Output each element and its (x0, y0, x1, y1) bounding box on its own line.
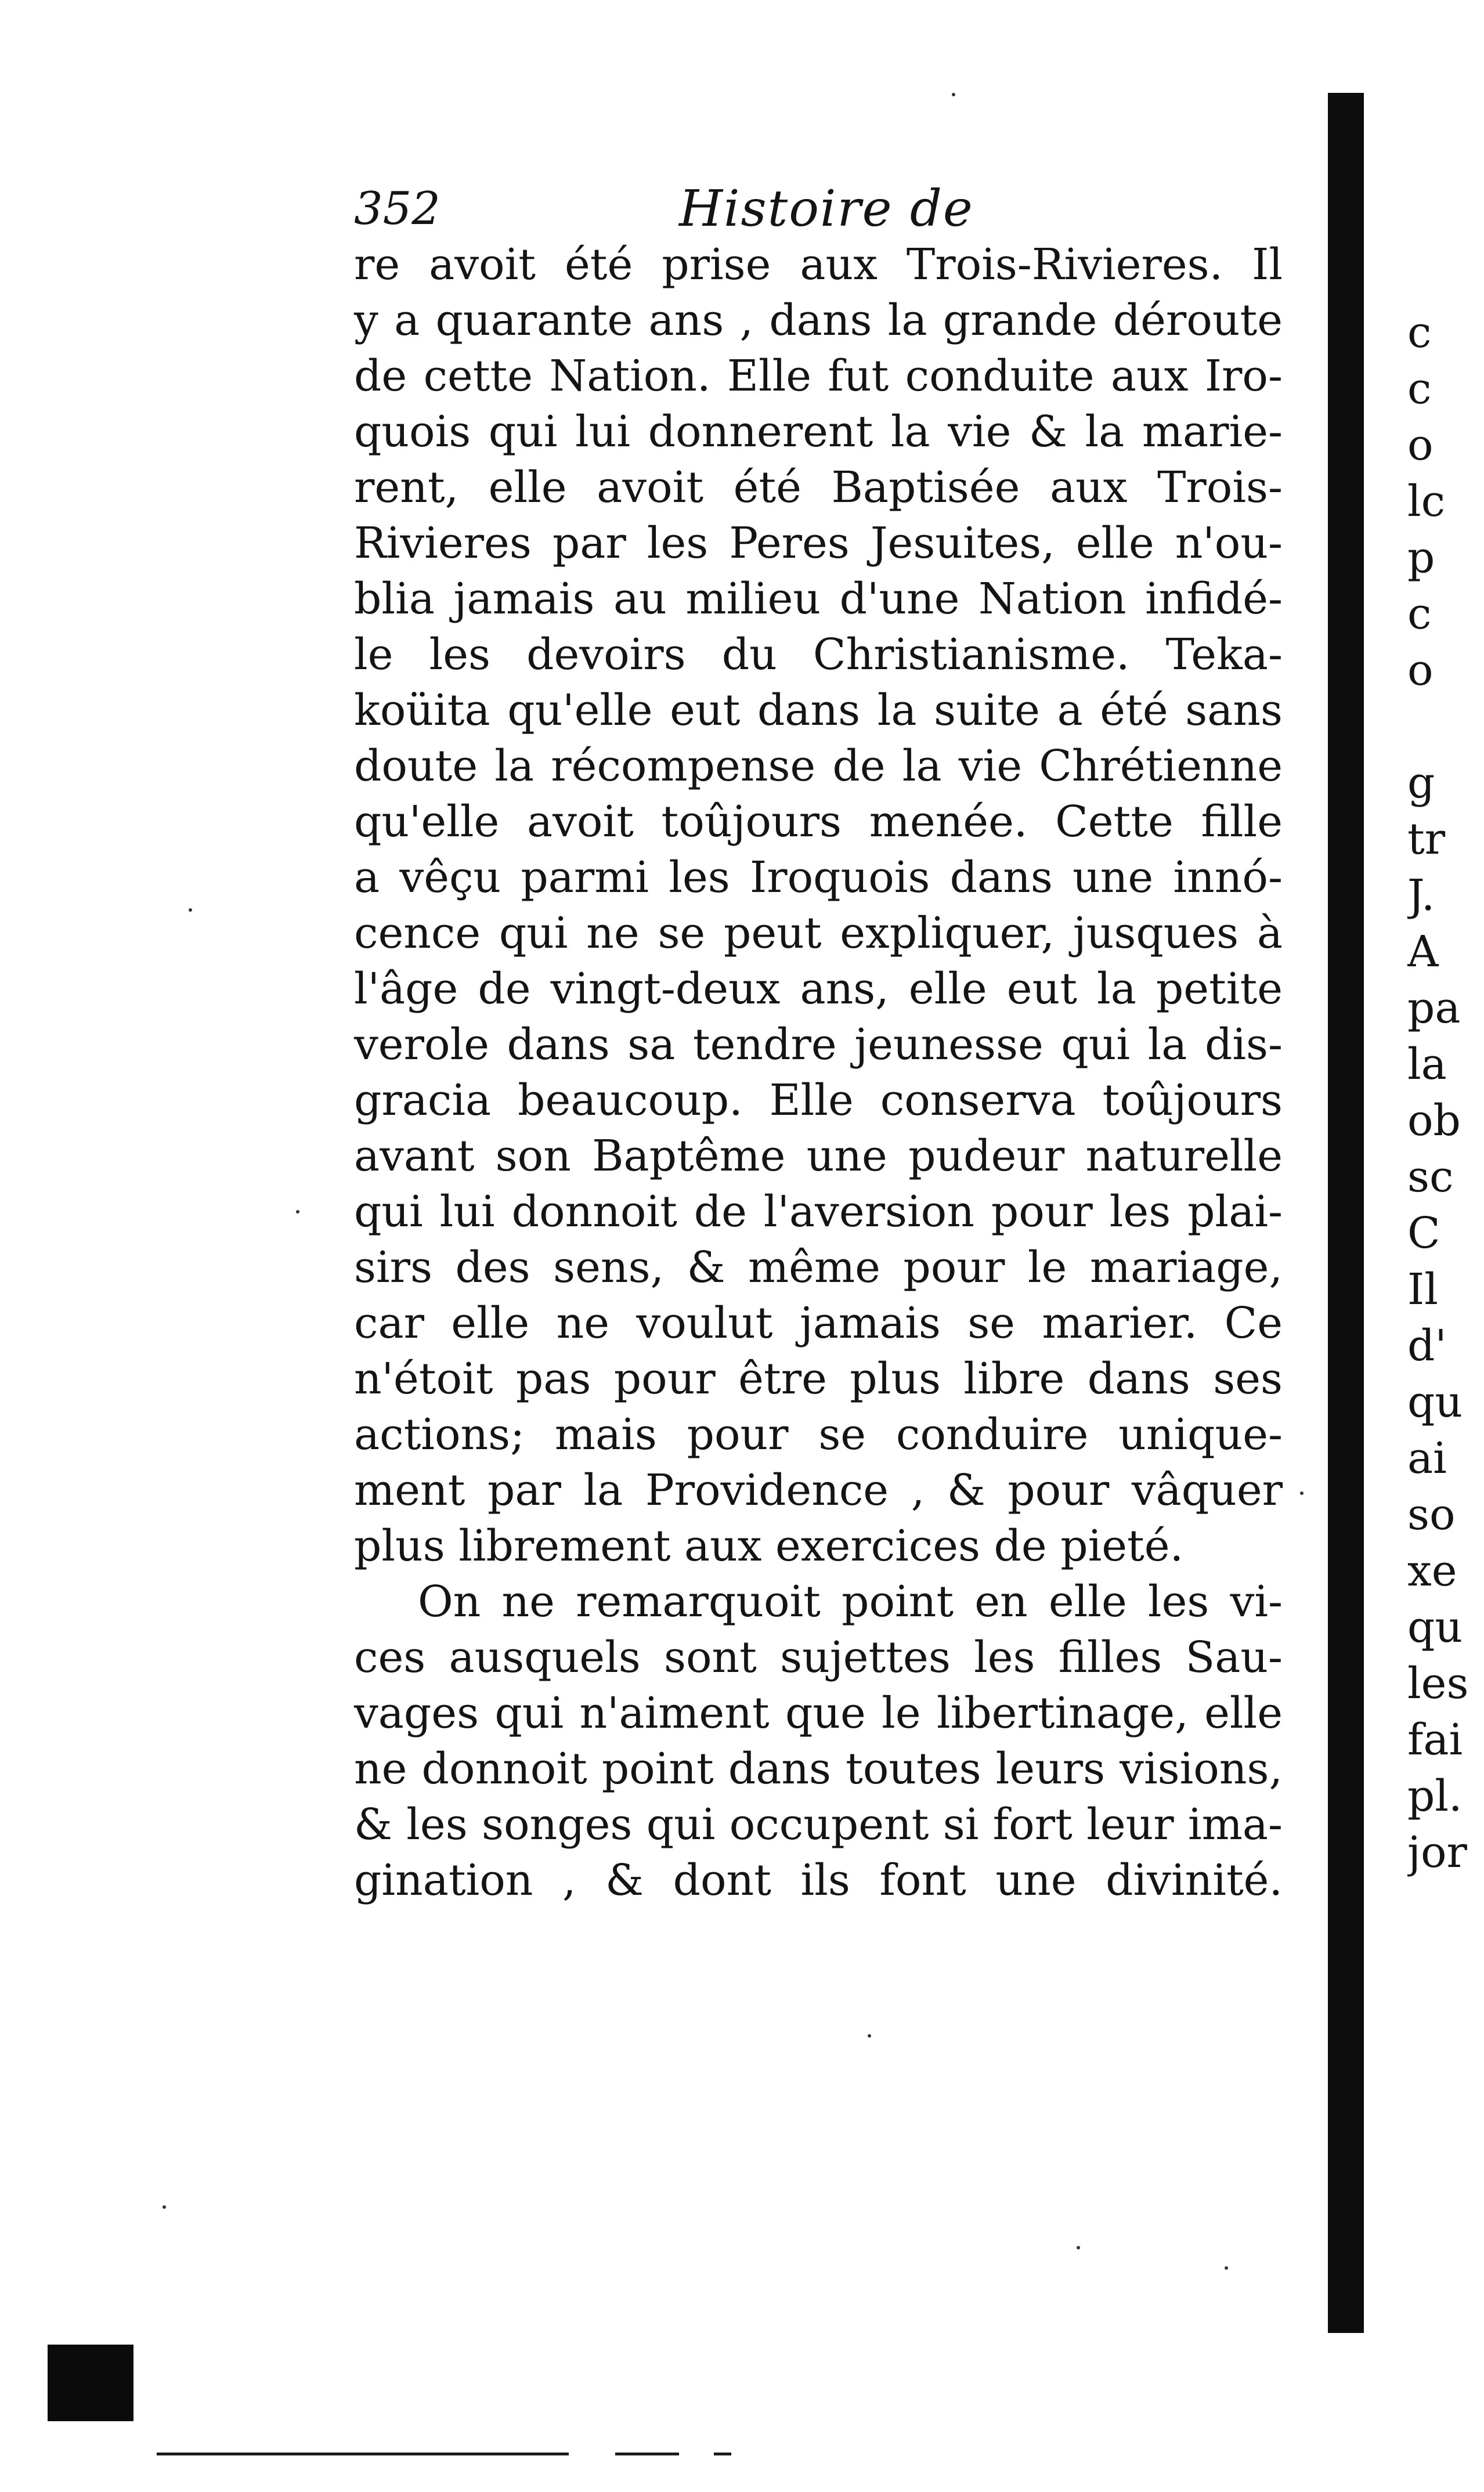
text-line: On ne remarquoit point en elle les vi- (418, 1577, 1283, 1627)
facing-fragment: ob (1407, 1096, 1461, 1146)
text-line: gracia beaucoup. Elle conserva toûjours (354, 1075, 1283, 1125)
facing-fragment: p (1407, 533, 1435, 583)
facing-fragment: pa (1407, 983, 1461, 1033)
body-text (354, 237, 1283, 1908)
facing-fragment: fai (1407, 1715, 1463, 1765)
text-line: l'âge de vingt-deux ans, elle eut la petite (354, 964, 1283, 1014)
page-number: 352 (354, 183, 440, 235)
facing-fragment: les (1407, 1659, 1469, 1709)
scan-bottom-rule (615, 2453, 679, 2455)
facing-fragment: o (1407, 645, 1434, 695)
text-line: koüita qu'elle eut dans la suite a été sans (354, 685, 1283, 735)
scan-speck (1300, 1491, 1304, 1495)
facing-fragment: o (1407, 420, 1434, 470)
facing-fragment: xe (1407, 1546, 1457, 1596)
facing-fragment: c (1407, 589, 1432, 639)
text-line: cence qui ne se peut expliquer, jusques à (354, 908, 1283, 958)
text-line: a vêçu parmi les Iroquois dans une innó- (354, 853, 1283, 902)
scan-speck (296, 1210, 299, 1214)
text-line: actions; mais pour se conduire unique- (354, 1410, 1283, 1460)
facing-fragment: c (1407, 308, 1432, 357)
facing-page-edge (1407, 305, 1484, 1881)
scan-bottom-rule (714, 2453, 731, 2455)
facing-fragment: g (1407, 758, 1435, 808)
text-line: ces ausquels sont sujettes les filles Sau- (354, 1633, 1283, 1682)
running-head (354, 177, 1254, 241)
facing-fragment: qu (1407, 1377, 1463, 1427)
scan-speck (163, 2205, 166, 2209)
text-line: ne donnoit point dans toutes leurs visions, (354, 1744, 1283, 1794)
text-line: ment par la Providence , & pour vâquer (354, 1465, 1283, 1515)
facing-fragment: A (1407, 927, 1439, 977)
text-line: verole dans sa tendre jeunesse qui la dis- (354, 1020, 1283, 1070)
scan-speck (189, 908, 192, 912)
text-line: Rivieres par les Peres Jesuites, elle n'ou- (354, 518, 1283, 568)
scan-speck (1225, 2266, 1228, 2270)
text-line: car elle ne voulut jamais se marier. Ce (354, 1298, 1283, 1348)
text-line: n'étoit pas pour être plus libre dans ses (354, 1354, 1283, 1404)
facing-fragment: Il (1407, 1265, 1438, 1314)
scan-speck (868, 2034, 871, 2038)
facing-fragment: qu (1407, 1602, 1463, 1652)
text-line: le les devoirs du Christianisme. Teka- (354, 630, 1283, 680)
facing-fragment: la (1407, 1039, 1447, 1089)
facing-fragment: c (1407, 364, 1432, 414)
facing-fragment: sc (1407, 1152, 1454, 1202)
facing-fragment: tr (1407, 814, 1446, 864)
scan-bottom-rule (157, 2453, 569, 2455)
facing-fragment: J. (1407, 871, 1435, 920)
text-line: qu'elle avoit toûjours menée. Cette fille (354, 797, 1283, 847)
facing-fragment: ai (1407, 1433, 1447, 1483)
text-line: de cette Nation. Elle fut conduite aux Iro- (354, 351, 1283, 401)
facing-fragment: C (1407, 1208, 1440, 1258)
text-line: rent, elle avoit été Baptisée aux Trois- (354, 463, 1283, 512)
text-line: quois qui lui donnerent la vie & la marie- (354, 407, 1283, 457)
text-line: & les songes qui occupent si fort leur ima- (354, 1800, 1283, 1850)
text-line: gination , & dont ils font une divinité. (354, 1855, 1283, 1905)
facing-fragment: so (1407, 1490, 1456, 1540)
scan-speck (952, 93, 955, 96)
text-line: vages qui n'aiment que le libertinage, elle (354, 1688, 1283, 1738)
text-line: y a quarante ans , dans la grande déroute (354, 295, 1283, 345)
gutter-shadow (1328, 93, 1364, 2333)
scan-speck (1077, 2246, 1080, 2249)
facing-fragment: lc (1407, 476, 1446, 526)
facing-fragment (1407, 699, 1484, 755)
text-line: qui lui donnoit de l'aversion pour les plai- (354, 1187, 1283, 1237)
facing-fragment: d' (1407, 1321, 1447, 1371)
scan-corner-mark (48, 2345, 133, 2421)
text-line: plus librement aux exercices de pieté. (354, 1521, 1184, 1571)
text-line: doute la récompense de la vie Chrétienne (354, 741, 1283, 791)
facing-fragment: jor (1407, 1828, 1467, 1877)
text-line: avant son Baptême une pudeur naturelle (354, 1131, 1283, 1181)
text-line: blia jamais au milieu d'une Nation infidé- (354, 574, 1283, 624)
running-title: Histoire de (679, 180, 974, 238)
facing-fragment: pl. (1407, 1771, 1463, 1821)
text-line: re avoit été prise aux Trois-Rivieres. Il (354, 240, 1283, 290)
text-line: sirs des sens, & même pour le mariage, (354, 1243, 1283, 1292)
